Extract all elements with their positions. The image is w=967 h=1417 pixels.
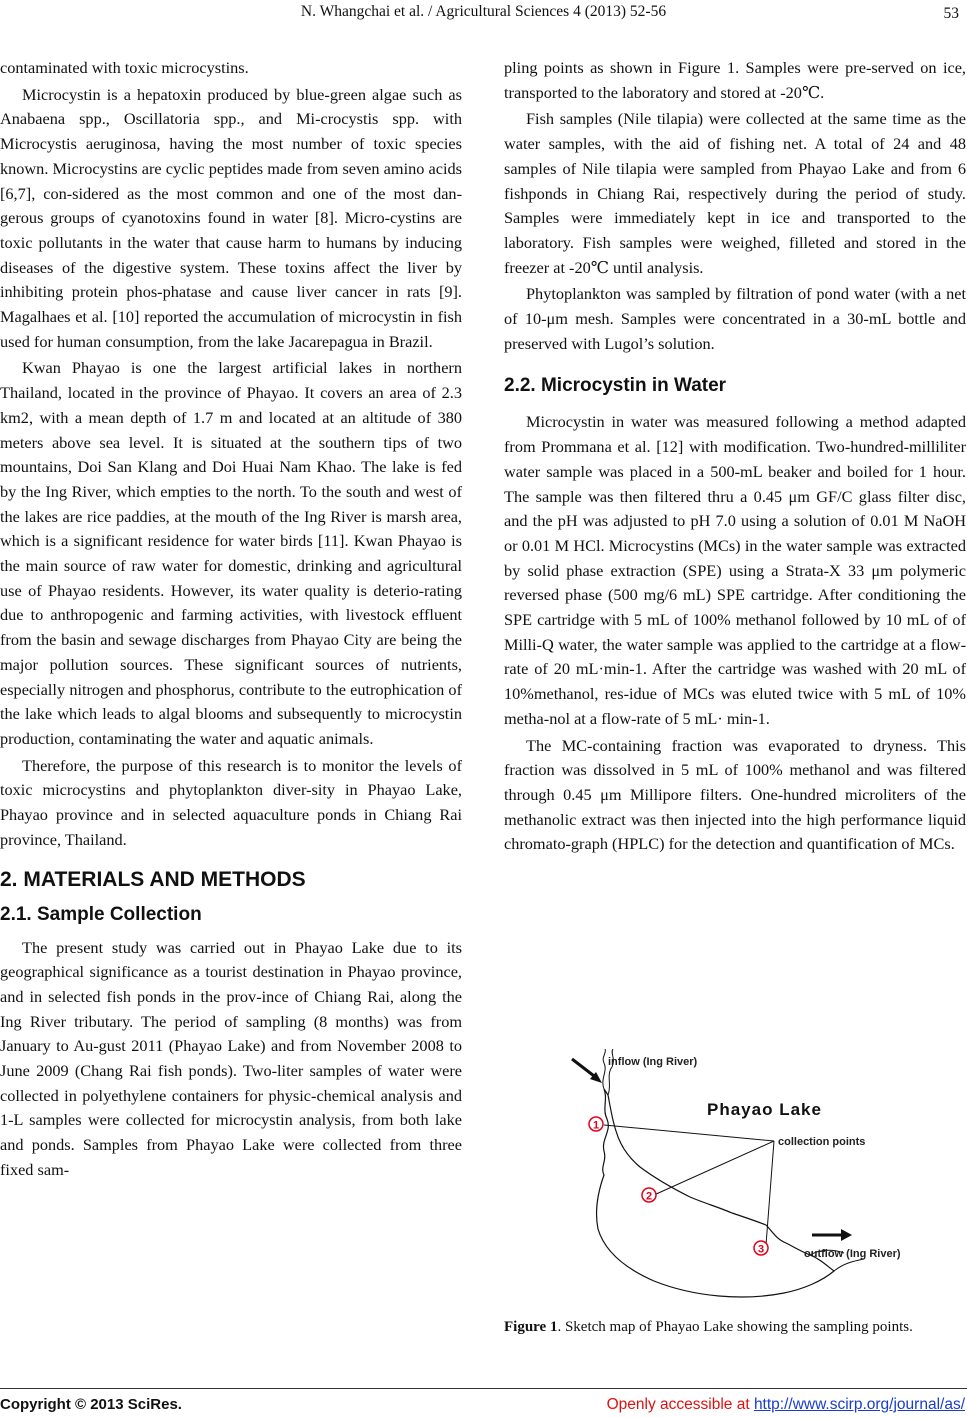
figure-label: Figure 1 <box>504 1319 558 1335</box>
sampling-point-1 <box>589 1117 603 1132</box>
paragraph: pling points as shown in Figure 1. Samples were pre-served on ice, transported to the laboratory and stored at -20℃. <box>504 58 966 102</box>
open-access-notice <box>607 1396 965 1414</box>
sampling-point-3 <box>754 1241 768 1256</box>
left-column <box>0 56 462 1183</box>
right-column <box>504 56 966 857</box>
section-heading: 2. MATERIALS AND METHODS <box>0 867 306 891</box>
subsection-heading: 2.2. Microcystin in Water <box>504 375 727 397</box>
open-access-text: Openly accessible at <box>606 1396 754 1413</box>
inflow-label: inflow (Ing River) <box>608 1056 698 1068</box>
lake-title: Phayao Lake <box>707 1100 822 1119</box>
lake-outline <box>597 1089 834 1297</box>
outflow-label: outflow (Ing River) <box>804 1248 901 1260</box>
copyright-notice: Copyright © 2013 SciRes. <box>0 1396 182 1413</box>
inflow-river <box>603 1049 606 1089</box>
paragraph: Kwan Phayao is one the largest artificial lakes in northern Thailand, located in the province of Phayao. It covers an area of 2.3 km2, with a mean depth of 1.7 m and located at an altitude of 380 meters above sea level. It is situated at the southern tips of two mountains, Doi San Klang and Doi Huai Nam Khao. The lake is fed by the Ing River, which empties to the north. To the south and west of the lakes are rice paddies, at the mouth of the Ing River is marsh area, which is a significant residence for water birds [11]. Kwan Phayao is the main source of raw water for domestic, drinking and agricultural use of Phayao residents. However, its water quality is deterio-rating due to anthropogenic and farming activities, with livestock effluent from the basin and sewage discharges from Phayao City are being the major pollution sources. These significant sources of nutrients, especially nitrogen and phosphorus, contribute to the eutrophication of the lake which leads to algal blooms and subsequently to microcystin production, contaminating the water and aquatic animals. <box>0 358 462 748</box>
lake-map <box>504 1049 966 1311</box>
sampling-point-2 <box>642 1188 656 1203</box>
page-number: 53 <box>943 5 959 22</box>
outflow-arrowhead <box>841 1229 852 1241</box>
figure-caption-text: . Sketch map of Phayao Lake showing the sampling points. <box>557 1319 913 1335</box>
paragraph: Phytoplankton was sampled by filtration of pond water (with a net of 10-μm mesh. Samples were concentrated in a 30-mL bottle and preserved with Lugol’s solution. <box>504 284 966 353</box>
running-head <box>0 3 967 25</box>
paragraph: The MC-containing fraction was evaporated to dryness. This fraction was dissolved in 5 mL of 100% methanol and was filtered through 0.45 μm Millipore filters. One-hundred microliters of the methanolic extract was then injected into the high performance liquid chromato-graph (HPLC) for the detection and quantification of MCs. <box>504 735 966 854</box>
lake-map-figure <box>504 1049 966 1311</box>
svg-text:1: 1 <box>592 1119 600 1132</box>
subsection-heading: 2.1. Sample Collection <box>0 903 202 925</box>
outflow-river <box>834 1259 864 1271</box>
running-title: N. Whangchai et al. / Agricultural Sciences 4 (2013) 52-56 <box>300 3 667 20</box>
svg-text:3: 3 <box>757 1243 765 1256</box>
paragraph: Fish samples (Nile tilapia) were collected at the same time as the water samples, with the aid of fishing net. A total of 24 and 48 samples of Nile tilapia were sampled from Phayao Lake and from 6 fishponds in Chiang Rai, respectively during the period of study. Samples were immediately kept in ice and transported to the laboratory. Fish samples were weighed, filleted and stored in the freezer at -20℃ until analysis. <box>504 109 966 277</box>
paragraph: The present study was carried out in Phayao Lake due to its geographical significance as a tourist destination in Phayao province, and in selected fish ponds in the prov-ince of Chiang Rai, along the Ing River tributary. The period of sampling (8 months) was from January to Au-gust 2011 (Phayao Lake) and from November 2008 to June 2009 (Chang Rai fish ponds). Two-liter samples of water were collected in polyethylene containers for physic-chemical analysis and 1-L samples were collected for microcystin analysis, from both lake and ponds. Samples from Phayao Lake were collected from three fixed sam- <box>0 937 462 1179</box>
footer-divider <box>0 1388 967 1389</box>
leader-line-1 <box>604 1125 774 1141</box>
paragraph: Therefore, the purpose of this research is to monitor the levels of toxic microcystins and phytoplankton diver-sity in Phayao Lake, Phayao province and in selected aquaculture ponds in Chiang Rai province, Thailand. <box>0 755 462 849</box>
leader-line-2 <box>654 1141 774 1195</box>
figure-caption <box>504 1318 966 1337</box>
journal-link[interactable]: http://www.scirp.org/journal/as/ <box>753 1396 965 1413</box>
collection-points-label: collection points <box>778 1136 866 1148</box>
paragraph: Microcystin in water was measured following a method adapted from Prommana et al. [12] with modification. Two-hundred-milliliter water sample was placed in a 500-mL beaker and boiled for 1 hour. The sample was then filtered thru a 0.45 μm GF/C glass filter disc, and the pH was adjusted to pH 7.0 using a solution of 0.01 M NaOH or 0.01 M HCl. Microcystins (MCs) in the water sample was extracted by solid phase extraction (SPE) using a Strata-X 33 μm polymeric reversed phase (500 mg/6 mL) SPE cartridge. After conditioning the SPE cartridge with 5 mL of 100% methanol followed by 10 mL of of Milli-Q water, the water sample was applied to the cartridge at a flow-rate of 20 mL·min-1. After the cartridge was washed with 20 mL of 10%methanol, res-idue of MCs was eluted twice with 5 mL of 10% metha-nol at a flow-rate of 5 mL· min-1. <box>504 412 966 728</box>
paragraph: Microcystin is a hepatoxin produced by blue-green algae such as Anabaena spp., Oscillatoria spp., and Mi-crocystis spp. with Microcystis aeruginosa, having the most number of toxic species known. Microcystins are cyclic peptides made from seven amino acids [6,7], con-sidered as the most common and one of the most dan-gerous groups of cyanotoxins found in water [8]. Micro-cystins are toxic pollutants in the water that cause harm to humans by inducing diseases of the digestive system. These toxins affect the liver by inhibiting protein phos-phatase and cause liver cancer in rats [9]. Magalhaes et al. [10] reported the accumulation of microcystin in fish used for human consumption, from the lake Jacarepagua in Brazil. <box>0 84 462 351</box>
svg-text:2: 2 <box>645 1190 653 1203</box>
paragraph: contaminated with toxic microcystins. <box>0 58 249 77</box>
